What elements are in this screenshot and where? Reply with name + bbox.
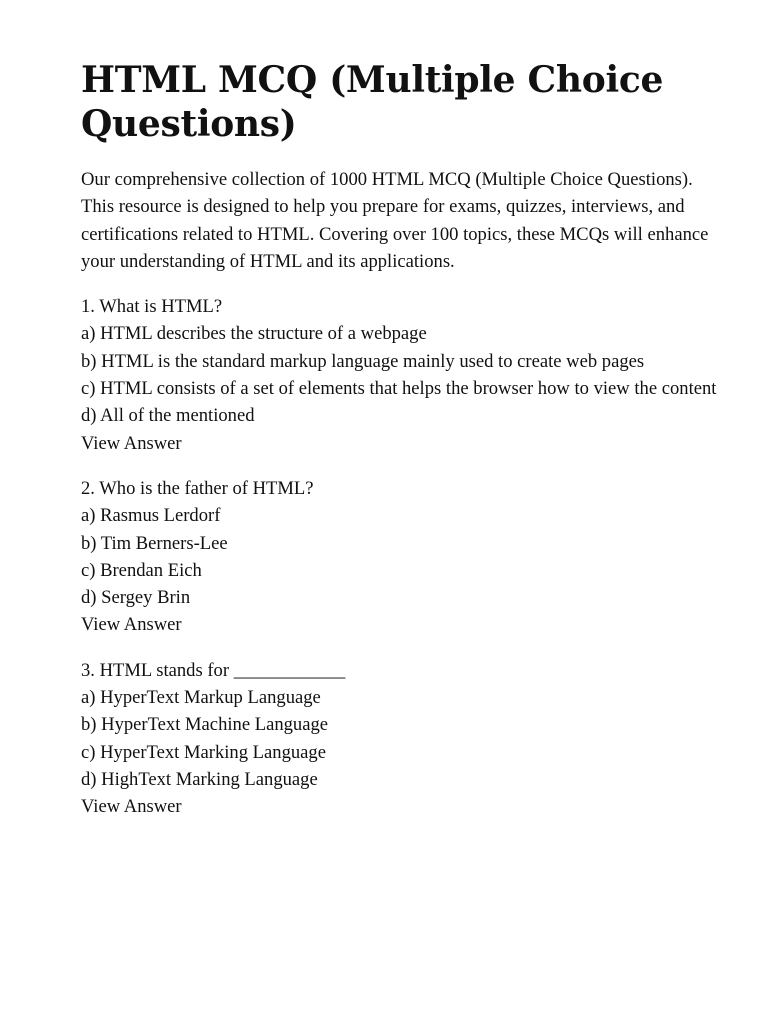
option-b: b) HTML is the standard markup language mainly used to create web pages <box>81 350 645 372</box>
option-c: c) HyperText Marking Language <box>81 741 326 763</box>
view-answer-link[interactable]: View Answer <box>81 614 182 636</box>
view-answer-link[interactable]: View Answer <box>81 796 182 818</box>
question-text: 1. What is HTML? <box>81 296 223 318</box>
question-block-1 <box>81 293 721 457</box>
option-c: c) HTML consists of a set of elements that helps the browser how to view the content <box>81 378 717 400</box>
question-block-2 <box>81 475 721 639</box>
option-a: a) HTML describes the structure of a webpage <box>81 323 427 345</box>
option-d: d) HighText Marking Language <box>81 768 318 790</box>
option-d: d) Sergey Brin <box>81 587 191 609</box>
option-b: b) HyperText Machine Language <box>81 714 329 736</box>
page-title: HTML MCQ (Multiple Choice Questions) <box>81 59 664 145</box>
option-a: a) Rasmus Lerdorf <box>81 505 221 527</box>
option-a: a) HyperText Markup Language <box>81 687 321 709</box>
intro-paragraph: Our comprehensive collection of 1000 HTML MCQ (Multiple Choice Questions). This resource is designed to help you prepare for exams, quizzes, interviews, and certifications related to HTML. Covering over 100 topics, these MCQs will enhance your understanding of HTML and its applications. <box>81 169 709 272</box>
question-block-3 <box>81 657 721 821</box>
question-text: 3. HTML stands for ____________ <box>81 659 346 681</box>
document-page <box>81 58 721 821</box>
question-text: 2. Who is the father of HTML? <box>81 477 314 499</box>
option-b: b) Tim Berners-Lee <box>81 532 228 554</box>
option-d: d) All of the mentioned <box>81 405 255 427</box>
view-answer-link[interactable]: View Answer <box>81 432 182 454</box>
option-c: c) Brendan Eich <box>81 559 202 581</box>
